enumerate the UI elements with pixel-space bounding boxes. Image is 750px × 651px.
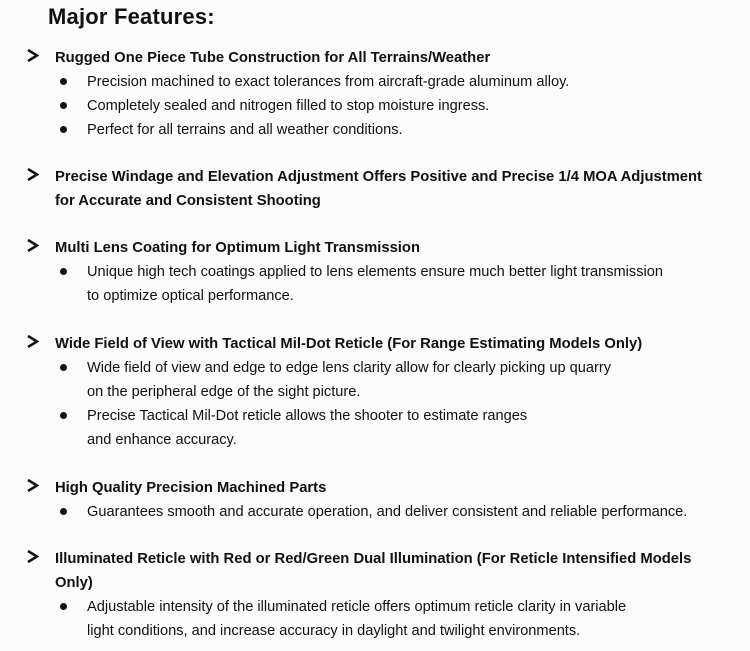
bullet-text-line: to optimize optical performance. <box>87 288 294 304</box>
bullet-text <box>87 356 611 404</box>
bullet-text <box>87 595 626 643</box>
bullet-dot-icon <box>60 603 67 610</box>
feature-heading-line: High Quality Precision Machined Parts <box>55 480 327 496</box>
bullet-dot-icon <box>60 412 67 419</box>
bullet-text-line: Unique high tech coatings applied to lens elements ensure much better light transmission <box>87 264 663 280</box>
bullet-text-line: Guarantees smooth and accurate operation, and deliver consistent and reliable performance. <box>87 504 688 520</box>
feature-heading-line: Rugged One Piece Tube Construction for All Terrains/Weather <box>55 50 491 66</box>
bullet-text <box>87 500 687 524</box>
chevron-right-icon <box>26 479 39 492</box>
bullet-text-line: on the peripheral edge of the sight picture. <box>87 384 361 400</box>
chevron-right-icon <box>26 550 39 563</box>
bullet-text-line: Perfect for all terrains and all weather conditions. <box>87 122 403 138</box>
feature-heading-line: for Accurate and Consistent Shooting <box>55 193 321 209</box>
bullet-text-line: and enhance accuracy. <box>87 432 237 448</box>
feature-heading <box>55 165 702 213</box>
feature-heading-line: Multi Lens Coating for Optimum Light Transmission <box>55 240 420 256</box>
bullet-text <box>87 404 527 452</box>
bullet-text <box>87 118 403 142</box>
chevron-right-icon <box>26 335 39 348</box>
bullet-text <box>87 70 569 94</box>
feature-heading <box>55 332 642 356</box>
feature-heading-line: Only) <box>55 575 93 591</box>
bullet-text-line: Precision machined to exact tolerances from aircraft-grade aluminum alloy. <box>87 74 570 90</box>
feature-heading <box>55 476 326 500</box>
bullet-dot-icon <box>60 102 67 109</box>
bullet-text <box>87 94 489 118</box>
bullet-dot-icon <box>60 364 67 371</box>
bullet-dot-icon <box>60 78 67 85</box>
chevron-right-icon <box>26 168 39 181</box>
chevron-right-icon <box>26 49 39 62</box>
bullet-text-line: Completely sealed and nitrogen filled to stop moisture ingress. <box>87 98 490 114</box>
feature-heading <box>55 46 490 70</box>
bullet-dot-icon <box>60 508 67 515</box>
feature-heading-line: Precise Windage and Elevation Adjustment Offers Positive and Precise 1/4 MOA Adjustment <box>55 169 702 185</box>
bullet-dot-icon <box>60 126 67 133</box>
feature-heading-line: Illuminated Reticle with Red or Red/Green Dual Illumination (For Reticle Intensified Models <box>55 551 692 567</box>
feature-heading <box>55 236 420 260</box>
feature-heading <box>55 547 691 595</box>
page-title: Major Features: <box>48 4 215 29</box>
bullet-dot-icon <box>60 268 67 275</box>
bullet-text <box>87 260 663 308</box>
chevron-right-icon <box>26 239 39 252</box>
bullet-text-line: Adjustable intensity of the illuminated reticle offers optimum reticle clarity in variable <box>87 599 627 615</box>
bullet-text-line: light conditions, and increase accuracy in daylight and twilight environments. <box>87 623 581 639</box>
bullet-text-line: Wide field of view and edge to edge lens clarity allow for clearly picking up quarry <box>87 360 612 376</box>
feature-heading-line: Wide Field of View with Tactical Mil-Dot Reticle (For Range Estimating Models Only) <box>55 336 643 352</box>
bullet-text-line: Precise Tactical Mil-Dot reticle allows the shooter to estimate ranges <box>87 408 528 424</box>
